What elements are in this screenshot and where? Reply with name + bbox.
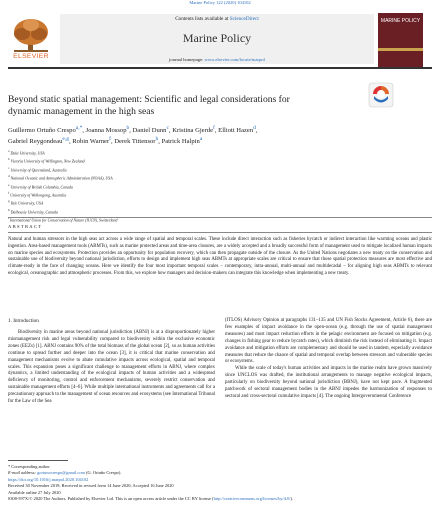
journal-cover-title: MARINE POLICY (380, 18, 421, 24)
author-affiliation-mark[interactable]: d (253, 125, 256, 131)
journal-cover-stripe (378, 48, 423, 51)
footnotes (8, 464, 428, 502)
body-right-column (225, 318, 432, 401)
footnote-rule (8, 460, 68, 461)
affiliation-text: University of Wollongong, Australia (10, 193, 67, 198)
available-online: Available online 27 July 2020 (8, 489, 61, 495)
affiliation-text: Dalhousie University, Canada (10, 210, 58, 215)
abstract-text: Natural and human stressors in the high seas act across a wide range of spatial and temporal scales. These include direct interaction such as fisheries bycatch or indirect interaction like warming oceans and plastic ingestion. Area-based management tools (ABMTs), such as marine protected areas and time-area closures, are a widely accepted and a broadly successful form of management used to mitigate localized human impacts on marine species and ecosystems. Protection provides an opportunity for population recovery, which can then propagate outside of the closure. As the United Nations negotiates a new treaty on the conservation and sustainable use of biodiversity beyond national jurisdiction, efforts to design and implement high seas ABMTs at appropriate scales are critical to ensure that those spatial protection measures are most effective and climate-ready in the face of changing oceans. Here we identify the four most important temporal scales – contemporary, intra-annual, multi-annual and multidecadal – for aligning high seas ABMTs to relevant ecological, oceanographic and atmospheric processes. From this, we explore how managers and decision-makers can integrate this knowledge when implementing a new treaty. (8, 237, 432, 276)
doi-link[interactable]: https://doi.org/10.1016/j.marpol.2020.104102 (8, 476, 89, 482)
section-heading: 1. Introduction (8, 318, 39, 324)
affiliation-mark: d (8, 174, 10, 179)
author-separator: , (68, 138, 73, 146)
affiliation-item (8, 198, 428, 206)
author-name[interactable]: Robin Warner (72, 138, 110, 146)
check-for-updates-icon[interactable] (368, 82, 394, 108)
author-name[interactable]: Elliott Hazen (218, 127, 254, 135)
journal-citation[interactable]: Marine Policy 122 (2020) 104102 (189, 0, 251, 5)
author-separator: , (168, 127, 173, 135)
affiliation-mark: b (8, 157, 10, 162)
journal-name: Marine Policy (182, 31, 252, 45)
affiliation-mark: e (8, 182, 10, 187)
body-paragraph: (ITLOS) Advisory Opinion at paragraphs 131–135 and UN Fish Stocks Agreement, Article 6), there are few examples of impact avoidance in the open-ocean (e.g. through the use of spatial management measures) and most impact reduction efforts in the pelagic environment are focused on mitigation (e.g. changes in fishing gear to reduce bycatch rates), which diminish the risk instead of eliminating it. Impact avoidance and mitigation efforts are complementary and should be used in tandem, especially avoidance measures that reduce the chance of spatial and temporal overlap between stressors and vulnerable species or ecosystems. (225, 318, 432, 365)
affiliation-item (8, 165, 428, 173)
article-title-line-1: Beyond static spatial management: Scientific and legal considerations for (8, 94, 290, 105)
affiliation-mark: f (8, 190, 10, 195)
affiliation-mark: a (8, 149, 10, 153)
affiliation-mark: i (8, 216, 9, 221)
author-separator: , (129, 127, 133, 135)
affiliation-text: National Oceanic and Atmospheric Administration (NOAA), USA (10, 176, 113, 181)
body-paragraph: While the scale of today's human activities and impacts in the marine realm have grown massively since UNCLOS was drafted, the institutional arrangements to manage negative ecological impacts, particularly on biodiversity beyond national jurisdiction (BBNJ), have not kept pace. A fragmented patchwork of sectoral management bodies in the ABNJ impedes the harmonization of responses to sectoral and cross-sectoral cumulative impacts [4]. The ongoing Intergovernmental Conference (225, 366, 432, 399)
author-separator: , (214, 127, 219, 135)
affiliation-text: University of Queensland, Australia (10, 168, 67, 173)
affiliation-text: Yale University, USA (10, 201, 44, 206)
author-separator: , (111, 138, 115, 146)
received-dates: Received 30 November 2019; Received in revised form 14 June 2020; Accepted 16 June 2020 (8, 483, 174, 489)
author-name[interactable]: Guillermo Ortuño Crespo (8, 127, 76, 135)
affiliation-item (8, 190, 428, 198)
sciencedirect-link[interactable]: ScienceDirect (229, 16, 259, 22)
article-title (8, 94, 358, 117)
license-prefix: 0308-597X/© 2020 The Authors. Published by Elsevier Ltd. This is an open access article under the CC BY license ( (8, 496, 214, 502)
header-rule (8, 67, 432, 69)
author-name[interactable]: Daniel Dunn (132, 127, 167, 135)
affiliation-mark: g (8, 199, 10, 204)
corresponding-author-note: * Corresponding author. (8, 464, 51, 469)
homepage-prefix: journal homepage: (169, 57, 205, 62)
abstract-rule (8, 232, 432, 233)
affiliation-text: Duke University, USA (10, 151, 45, 156)
contents-prefix: Contents lists available at (175, 16, 230, 22)
affiliation-item (8, 156, 428, 164)
affiliation-item (8, 182, 428, 190)
email-label: E-mail address: (8, 470, 38, 476)
author-separator: , (255, 127, 258, 135)
abstract-heading: ABSTRACT (8, 224, 43, 229)
author-affiliation-mark[interactable]: b (126, 125, 130, 131)
author-name[interactable]: Derek Tittensor (114, 138, 156, 146)
author-affiliation-mark[interactable]: f (213, 125, 215, 131)
author-name[interactable]: Patrick Halpin (161, 138, 200, 146)
body-paragraph: Biodiversity in marine areas beyond national jurisdiction (ABNJ) is at a disproportionately higher mismanagement risk and legal vulnerability compared to biodiversity within the exclusive economic zones (EEZs) [1]. ABNJ contains 90% of the total biomass of the global ocean [2], so as human activities continue to spread further and deeper into the ocean [3], it is critical that marine conservation and management mechanisms evolve to abate cumulative impacts across ecological, spatial and temporal scales. This expansion poses a significant challenge to management efforts in ABNJ, where complex dynamics, a limited understanding of the ecological impacts of human activities and a widespread deficiency of monitoring, control and enforcement mechanisms, severely restrict conservation and sustainable management efforts [4–6]. While multiple international instruments and agreements call for a precautionary approach to the management of ocean resources and ecosystems (see International Tribunal for the Law of the Sea (8, 330, 215, 405)
article-title-line-2: dynamic management in the high seas (8, 105, 155, 117)
author-affiliation-mark[interactable]: a,* (75, 125, 83, 131)
license-link[interactable]: http://creativecommons.org/licenses/by/4.0/ (213, 496, 291, 502)
journal-homepage-link[interactable]: www.elsevier.com/locate/marpol (204, 57, 265, 62)
author-affiliation-mark[interactable]: f (109, 136, 111, 143)
affiliation-item (8, 207, 428, 215)
email-suffix: (G. Ortuño Crespo). (84, 470, 122, 476)
contents-availability-line (60, 16, 374, 22)
affiliation-mark: c (8, 165, 10, 170)
affiliation-mark: h (8, 207, 10, 212)
affiliation-text: University of British Columbia, Canada (10, 184, 73, 189)
license-suffix: ). (290, 496, 294, 502)
elsevier-wordmark: ELSEVIER (13, 53, 49, 60)
author-name[interactable]: Joanna Mossop (85, 127, 127, 135)
affiliation-text: International Union for Conservation of Nature (IUCN), Switzerland (9, 218, 118, 223)
affiliation-item (8, 173, 428, 181)
body-left-column (8, 330, 215, 406)
license-line (8, 496, 428, 502)
author-name[interactable]: Kristina Gjerde (172, 127, 214, 135)
author-separator: , (158, 138, 162, 146)
journal-homepage-line (60, 57, 374, 62)
author-email-link[interactable]: gortunocrespo@gmail.com (37, 470, 85, 476)
author-list (8, 124, 428, 146)
author-separator: , (82, 127, 86, 135)
author-affiliation-mark[interactable]: h (155, 136, 159, 143)
affiliation-text: Victoria University of Wellington, New Zealand (10, 159, 85, 164)
author-name[interactable]: Gabriel Reygondeau (8, 138, 63, 146)
affiliation-item (8, 148, 428, 156)
affiliation-list (8, 148, 428, 224)
author-affiliation-mark[interactable]: a (199, 136, 203, 143)
author-affiliation-mark[interactable]: c (166, 125, 169, 131)
author-affiliation-mark[interactable]: e,g (62, 136, 69, 143)
